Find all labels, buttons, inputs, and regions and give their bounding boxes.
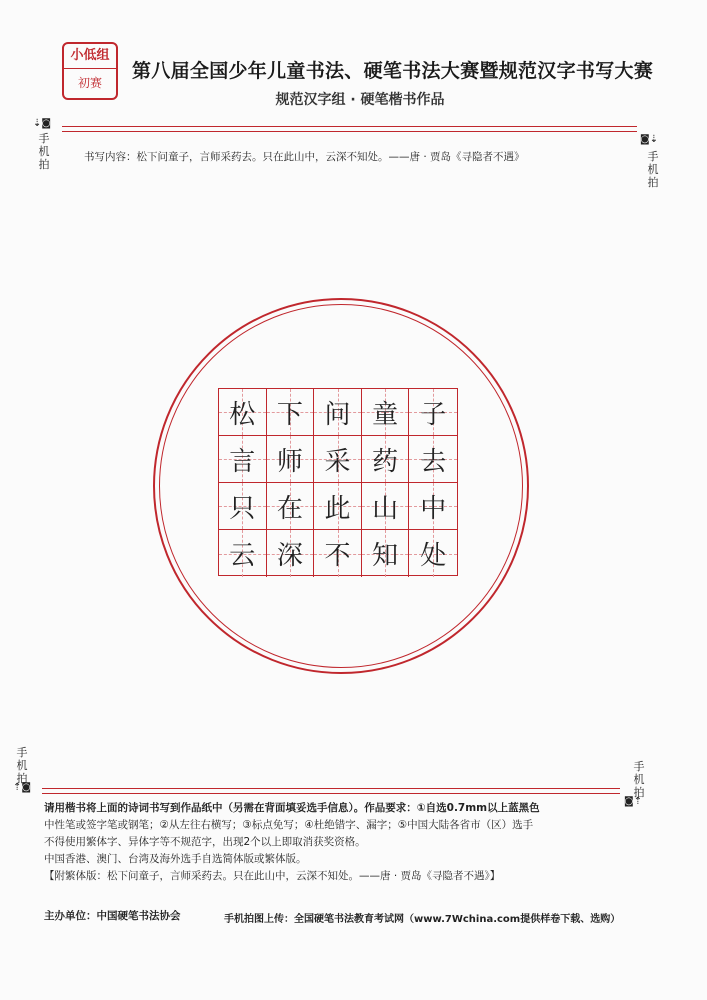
grid-cell: 只 (219, 483, 267, 530)
top-rule-line (62, 126, 637, 127)
page-subtitle: 规范汉字组 · 硬笔楷书作品 (275, 92, 445, 108)
camera-icon: ⇡◙ (13, 782, 32, 793)
group-badge (62, 42, 118, 100)
camera-icon: ◙⇣ (640, 134, 659, 145)
camera-icon: ◙⇡ (624, 796, 643, 807)
badge-group-label: 小低组 (64, 44, 116, 69)
organizer-text: 主办单位：中国硬笔书法协会 (44, 910, 181, 922)
requirements-line: 中国香港、澳门、台湾及海外选手自选简体版或繁体版。 (44, 853, 307, 865)
requirements-line: 中性笔或签字笔或钢笔；②从左往右横写；③标点免写；④杜绝错字、漏字；⑤中国大陆各省市（区）选手 (44, 819, 534, 831)
grid-row (219, 483, 457, 530)
grid-cell: 童 (362, 389, 410, 436)
phone-photo-label-bottom-left: 手 机 拍 (16, 746, 28, 785)
writing-grid (218, 388, 458, 576)
grid-cell: 子 (409, 389, 457, 436)
grid-cell: 山 (362, 483, 410, 530)
grid-cell: 知 (362, 530, 410, 577)
bottom-rule-line-thin (42, 788, 620, 789)
phone-photo-label-top-right: 手 机 拍 (647, 150, 659, 189)
grid-cell: 师 (267, 436, 315, 483)
grid-row (219, 436, 457, 483)
top-rule-line-thin (62, 131, 637, 132)
grid-cell: 药 (362, 436, 410, 483)
grid-cell: 此 (314, 483, 362, 530)
camera-icon: ⇣◙ (33, 118, 52, 129)
page-title: 第八届全国少年儿童书法、硬笔书法大赛暨规范汉字书写大赛 (132, 60, 654, 82)
grid-cell: 松 (219, 389, 267, 436)
badge-round-label: 初赛 (77, 76, 102, 90)
grid-cell: 云 (219, 530, 267, 577)
grid-cell: 去 (409, 436, 457, 483)
grid-cell: 深 (267, 530, 315, 577)
upload-instruction-text: 手机拍图上传：全国硬笔书法教育考试网（www.7Wchina.com提供样卷下载、选购） (224, 914, 621, 925)
grid-cell: 在 (267, 483, 315, 530)
grid-cell: 问 (314, 389, 362, 436)
writing-content-line: 书写内容：松下问童子，言师采药去。只在此山中，云深不知处。——唐 · 贾岛《寻隐者不遇》 (84, 151, 525, 163)
phone-photo-label-bottom-right: 手 机 拍 (633, 760, 645, 799)
grid-row (219, 389, 457, 436)
grid-cell: 下 (267, 389, 315, 436)
requirements-text (44, 800, 624, 885)
grid-cell: 采 (314, 436, 362, 483)
bottom-rule-line (42, 793, 620, 794)
grid-cell: 言 (219, 436, 267, 483)
grid-row (219, 530, 457, 577)
grid-cell: 不 (314, 530, 362, 577)
phone-photo-label-top-left: 手 机 拍 (38, 132, 50, 171)
requirements-line: 【附繁体版：松下问童子，言师采药去。只在此山中，云深不知处。——唐 · 贾岛《寻隐者不遇》】 (44, 870, 501, 882)
requirements-line: 不得使用繁体字、异体字等不规范字，出现2个以上即取消获奖资格。 (44, 836, 366, 848)
grid-cell: 中 (409, 483, 457, 530)
requirements-line: 请用楷书将上面的诗词书写到作品纸中（另需在背面填妥选手信息）。作品要求：①自选0.7mm以上蓝黑色 (44, 802, 540, 814)
grid-cell: 处 (409, 530, 457, 577)
